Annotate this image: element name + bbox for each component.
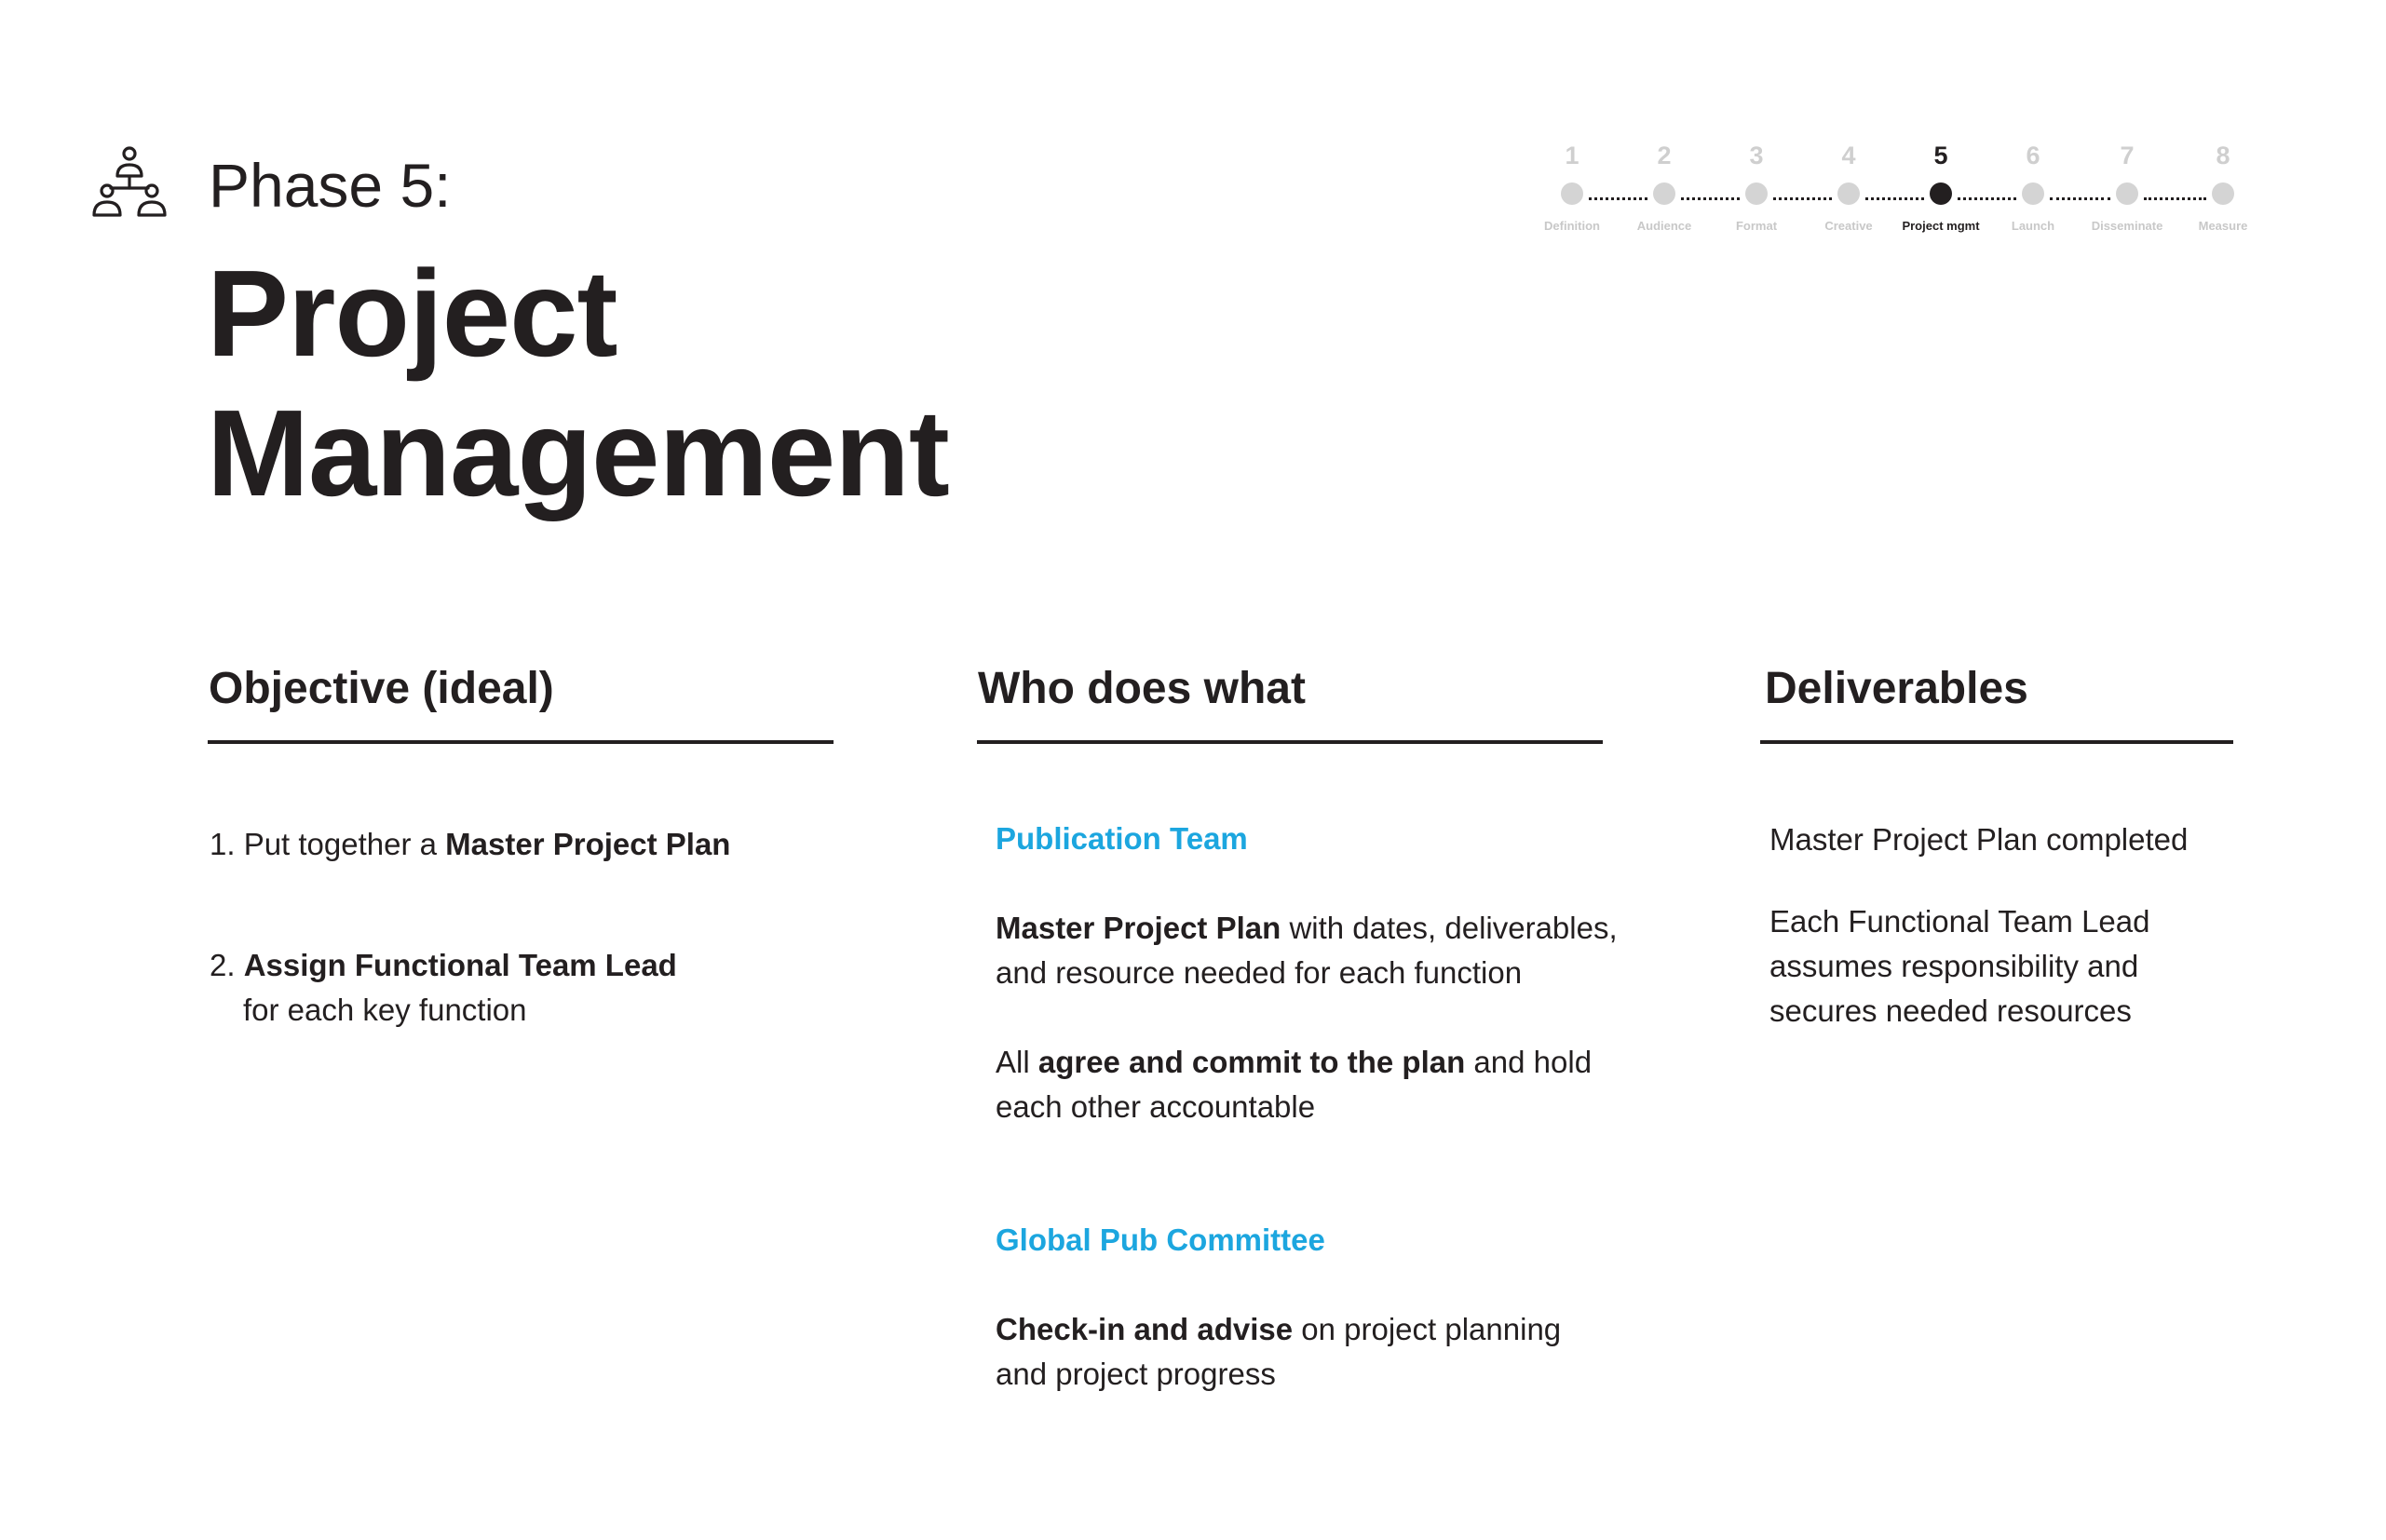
- commit-post: and hold: [1465, 1045, 1593, 1079]
- publication-team-plan: [996, 906, 1618, 995]
- commit-pre: All: [996, 1045, 1038, 1079]
- step-number: 1: [1565, 142, 1579, 169]
- team-hierarchy-icon: [90, 146, 169, 224]
- step-8: [2162, 140, 2284, 233]
- step-number: 5: [1933, 142, 1948, 169]
- step-label: Creative: [1824, 219, 1873, 233]
- objective-heading: Objective (ideal): [209, 664, 554, 713]
- publication-team-heading: Publication Team: [996, 821, 1248, 856]
- global-pub-committee-advise: [996, 1307, 1561, 1397]
- objective-item-2-text: for each key function: [243, 993, 527, 1027]
- step-number: 6: [2026, 142, 2040, 169]
- phase-label: Phase 5:: [209, 151, 452, 220]
- who-does-what-divider: [977, 740, 1603, 744]
- deliverable-item-2: [1769, 899, 2150, 1033]
- plan-bold: Master Project Plan: [996, 911, 1281, 945]
- advise-line-2: and project progress: [996, 1357, 1276, 1391]
- step-dot: [1561, 182, 1583, 205]
- step-label: Format: [1735, 219, 1778, 233]
- objective-item-1-text: 1. Put together a: [210, 827, 446, 861]
- step-dot: [1745, 182, 1768, 205]
- step-dot: [1837, 182, 1860, 205]
- step-number: 2: [1657, 142, 1672, 169]
- commit-bold: agree and commit to the plan: [1037, 1045, 1466, 1079]
- page-title-line-1: Project: [207, 245, 617, 382]
- plan-text: with dates, deliverables,: [1281, 911, 1618, 945]
- objective-item-2: [210, 943, 677, 1033]
- step-dot: [2022, 182, 2044, 205]
- step-label: Project mgmt: [1902, 219, 1980, 233]
- deliverable-item-2-line-2: assumes responsibility and: [1769, 949, 2139, 983]
- step-dot: [2116, 182, 2138, 205]
- step-number: 4: [1841, 142, 1856, 169]
- objective-divider: [208, 740, 834, 744]
- objective-item-1: [210, 822, 730, 867]
- global-pub-committee-heading: Global Pub Committee: [996, 1223, 1325, 1257]
- step-label: Audience: [1636, 219, 1692, 233]
- objective-item-2-number: 2.: [210, 948, 244, 982]
- step-label: Launch: [2011, 219, 2055, 233]
- page-title-line-2: Management: [207, 385, 949, 521]
- who-does-what-heading: Who does what: [978, 664, 1306, 713]
- step-dot: [2212, 182, 2234, 205]
- deliverable-item-2-line-3: secures needed resources: [1769, 993, 2132, 1028]
- advise-text: on project planning: [1293, 1312, 1562, 1346]
- deliverables-divider: [1760, 740, 2233, 744]
- step-dot: [1653, 182, 1675, 205]
- step-label: Definition: [1544, 219, 1600, 233]
- deliverable-item-1: Master Project Plan completed: [1769, 822, 2189, 857]
- plan-text-line-2: and resource needed for each function: [996, 955, 1523, 990]
- step-number: 7: [2120, 142, 2135, 169]
- advise-bold: Check-in and advise: [996, 1312, 1294, 1346]
- step-dot: [1930, 182, 1952, 205]
- step-label: Measure: [2198, 219, 2248, 233]
- step-number: 3: [1749, 142, 1764, 169]
- phase-stepper: [1509, 140, 2386, 251]
- step-number: 8: [2216, 142, 2230, 169]
- step-label: Disseminate: [2091, 219, 2163, 233]
- objective-item-2-bold: Assign Functional Team Lead: [243, 948, 677, 982]
- objective-item-1-bold: Master Project Plan: [445, 827, 731, 861]
- deliverable-item-2-line-1: Each Functional Team Lead: [1769, 904, 2150, 939]
- commit-line-2: each other accountable: [996, 1089, 1316, 1124]
- publication-team-commit: [996, 1040, 1592, 1129]
- deliverables-heading: Deliverables: [1765, 664, 2028, 713]
